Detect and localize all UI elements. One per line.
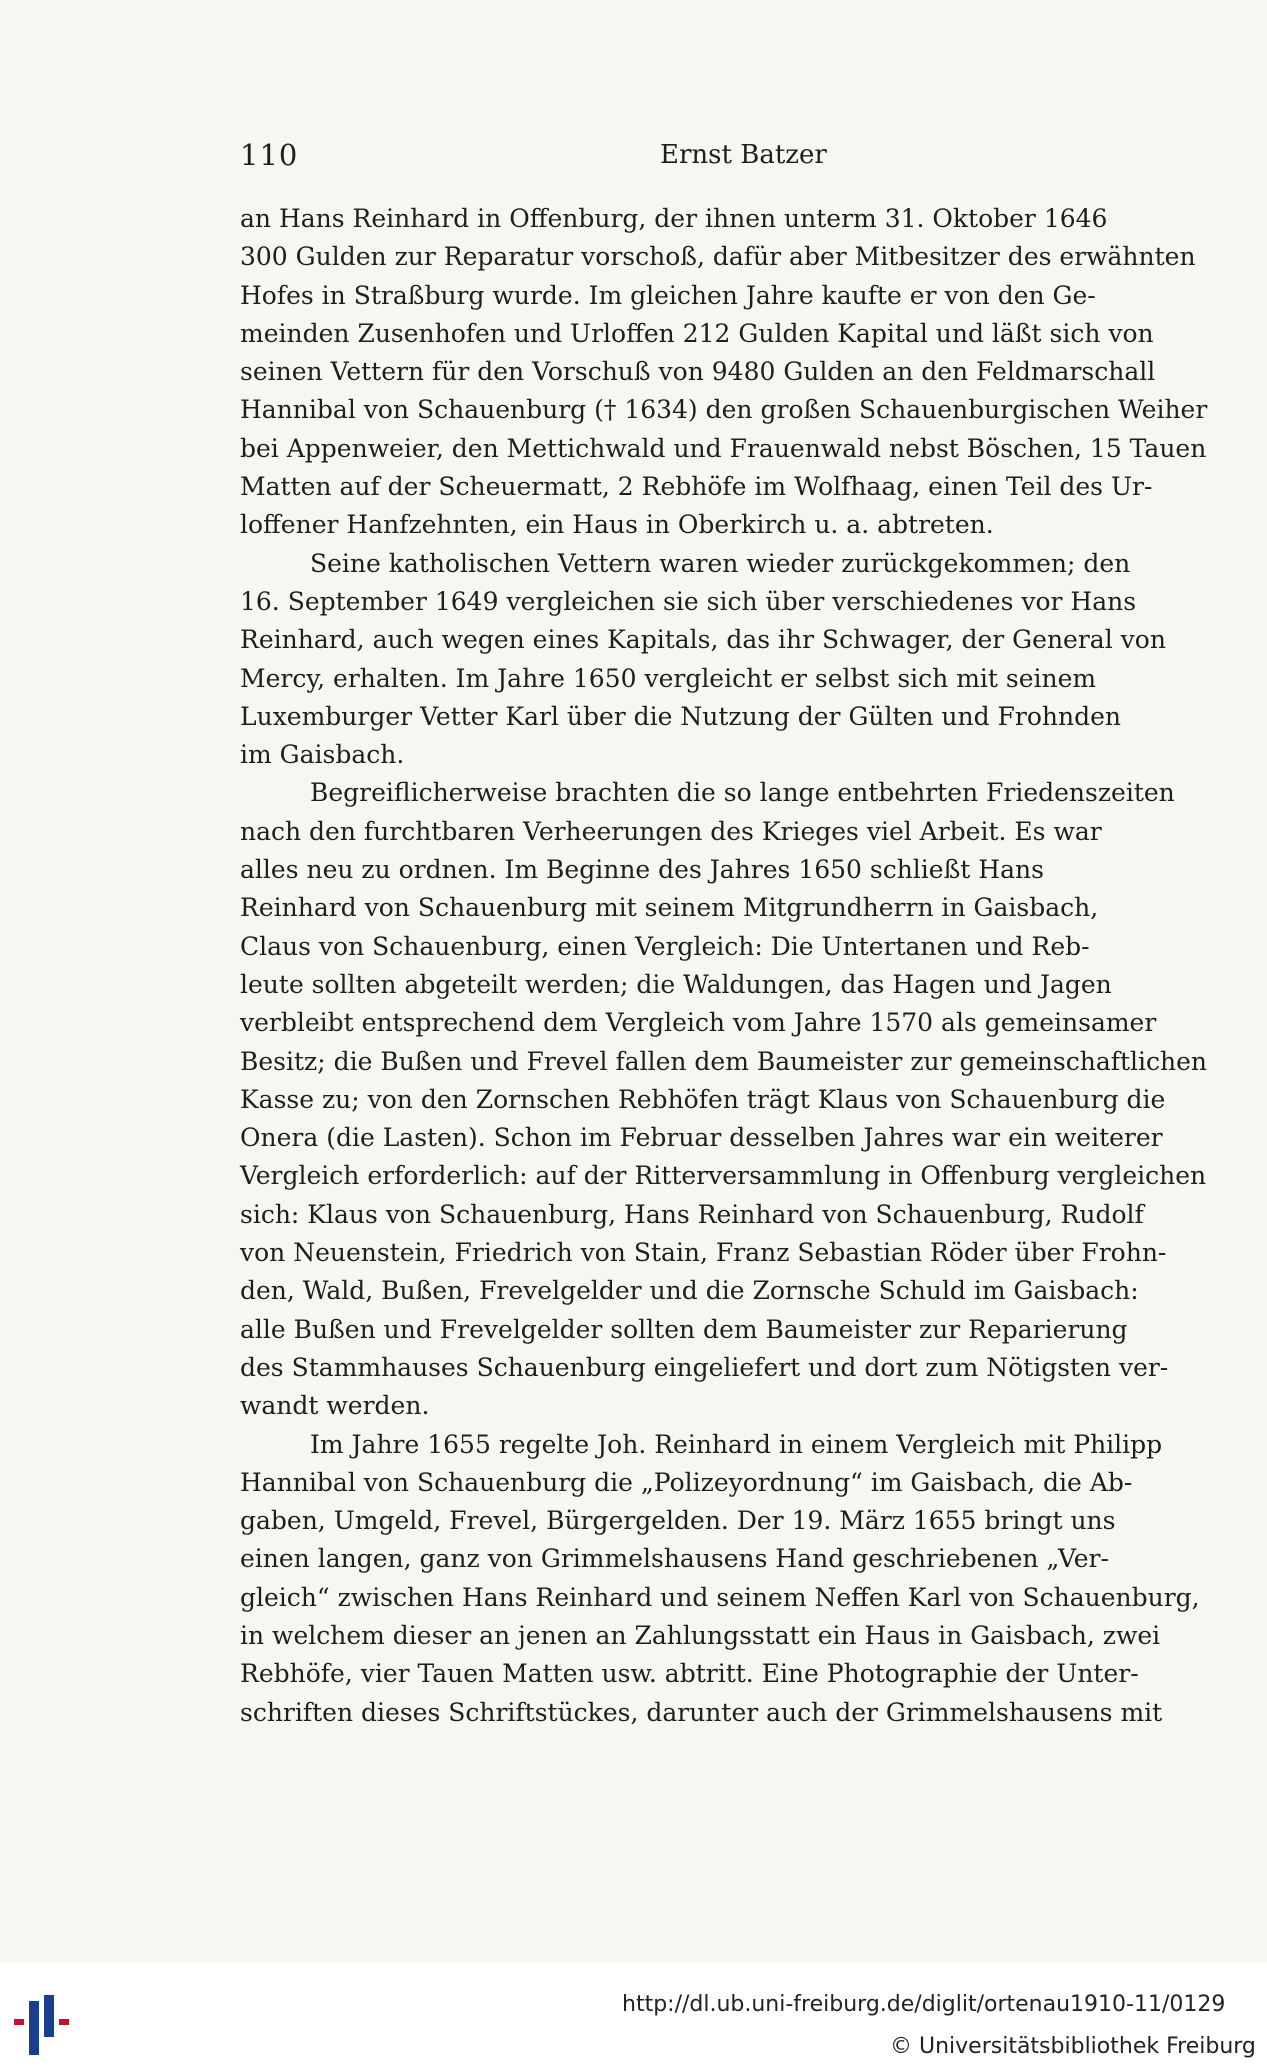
text-line: alles neu zu ordnen. Im Beginne des Jahres 1650 schließt Hans — [240, 855, 1044, 885]
page-number: 110 — [240, 138, 299, 172]
paragraph-1 — [240, 200, 1236, 545]
text-line: Reinhard, auch wegen eines Kapitals, das ihr Schwager, der General von — [240, 625, 1166, 655]
text-line: nach den furchtbaren Verheerungen des Krieges viel Arbeit. Es war — [240, 816, 1102, 846]
text-line: schriften dieses Schriftstückes, darunter auch der Grimmelshausens mit — [240, 1697, 1163, 1727]
text-line: gleich“ zwischen Hans Reinhard und seinem Neffen Karl von Schauenburg, — [240, 1582, 1200, 1612]
text-line: Luxemburger Vetter Karl über die Nutzung der Gülten und Frohnden — [240, 701, 1122, 731]
text-line: gaben, Umgeld, Frevel, Bürgergelden. Der 19. März 1655 bringt uns — [240, 1506, 1116, 1536]
text-line: bei Appenweier, den Mettichwald und Frauenwald nebst Böschen, 15 Tauen — [240, 433, 1207, 463]
text-line: Seine katholischen Vettern waren wieder zurückgekommen; den — [310, 548, 1131, 578]
text-line: seinen Vettern für den Vorschuß von 9480 Gulden an den Feldmarschall — [240, 357, 1156, 387]
source-url-link[interactable]: http://dl.ub.uni-freiburg.de/diglit/ortenau1910-11/0129 — [622, 1992, 1226, 2017]
text-line: Rebhöfe, vier Tauen Matten usw. abtritt. Eine Photographie der Unter- — [240, 1659, 1139, 1689]
text-line: loffener Hanfzehnten, ein Haus in Oberkirch u. a. abtreten. — [240, 510, 994, 540]
text-line: alle Bußen und Frevelgelder sollten dem Baumeister zur Reparierung — [240, 1314, 1128, 1344]
paragraph-2 — [240, 545, 1236, 775]
text-line: Reinhard von Schauenburg mit seinem Mitgrundherrn in Gaisbach, — [240, 893, 1099, 923]
text-line: wandt werden. — [240, 1391, 430, 1421]
text-line: Claus von Schauenburg, einen Vergleich: Die Untertanen und Reb- — [240, 931, 1090, 961]
text-line: im Gaisbach. — [240, 740, 405, 770]
text-line: Besitz; die Bußen und Frevel fallen dem Baumeister zur gemeinschaftlichen — [240, 1046, 1208, 1076]
text-line: 300 Gulden zur Reparatur vorschoß, dafür aber Mitbesitzer des erwähnten — [240, 242, 1196, 272]
text-line: Mercy, erhalten. Im Jahre 1650 vergleicht er selbst sich mit seinem — [240, 663, 1097, 693]
text-line: den, Wald, Bußen, Frevelgelder und die Zornsche Schuld im Gaisbach: — [240, 1276, 1139, 1306]
text-line: von Neuenstein, Friedrich von Stain, Franz Sebastian Röder über Frohn- — [240, 1238, 1167, 1268]
text-line: Begreiflicherweise brachten die so lange entbehrten Friedenszeiten — [310, 778, 1175, 808]
text-line: verbleibt entsprechend dem Vergleich vom Jahre 1570 als gemeinsamer — [240, 1008, 1157, 1038]
body-text — [240, 200, 1236, 1732]
paragraph-3 — [240, 774, 1236, 1425]
text-line: Kasse zu; von den Zornschen Rebhöfen trägt Klaus von Schauenburg die — [240, 1084, 1166, 1114]
text-line: Vergleich erforderlich: auf der Ritterversammlung in Offenburg vergleichen — [240, 1161, 1207, 1191]
text-line: in welchem dieser an jenen an Zahlungsstatt ein Haus in Gaisbach, zwei — [240, 1620, 1161, 1650]
running-title: Ernst Batzer — [660, 140, 827, 170]
text-line: an Hans Reinhard in Offenburg, der ihnen unterm 31. Oktober 1646 — [240, 204, 1108, 233]
text-line: Hofes in Straßburg wurde. Im gleichen Jahre kaufte er von den Ge- — [240, 280, 1096, 310]
text-line: des Stammhauses Schauenburg eingeliefert und dort zum Nötigsten ver- — [240, 1352, 1169, 1382]
text-line: Hannibal von Schauenburg die „Polizeyordnung“ im Gaisbach, die Ab- — [240, 1467, 1133, 1497]
text-line: Hannibal von Schauenburg († 1634) den großen Schauenburgischen Weiher — [240, 395, 1208, 425]
text-line: sich: Klaus von Schauenburg, Hans Reinhard von Schauenburg, Rudolf — [240, 1199, 1144, 1229]
text-line: Im Jahre 1655 regelte Joh. Reinhard in einem Vergleich mit Philipp — [310, 1429, 1163, 1459]
paragraph-4 — [240, 1426, 1236, 1732]
text-line: Matten auf der Scheuermatt, 2 Rebhöfe im Wolfhaag, einen Teil des Ur- — [240, 472, 1153, 502]
page-header — [240, 138, 1236, 178]
text-line: meinden Zusenhofen und Urloffen 212 Gulden Kapital und läßt sich von — [240, 318, 1154, 348]
text-line: 16. September 1649 vergleichen sie sich über verschiedenes vor Hans — [240, 586, 1137, 616]
text-line: einen langen, ganz von Grimmelshausens Hand geschriebenen „Ver- — [240, 1544, 1109, 1574]
copyright-notice: © Universitätsbibliothek Freiburg — [890, 2034, 1256, 2059]
text-line: leute sollten abgeteilt werden; die Waldungen, das Hagen und Jagen — [240, 969, 1112, 999]
text-line: Onera (die Lasten). Schon im Februar desselben Jahres war ein weiterer — [240, 1123, 1163, 1153]
ub-freiburg-logo-icon — [14, 1995, 84, 2055]
